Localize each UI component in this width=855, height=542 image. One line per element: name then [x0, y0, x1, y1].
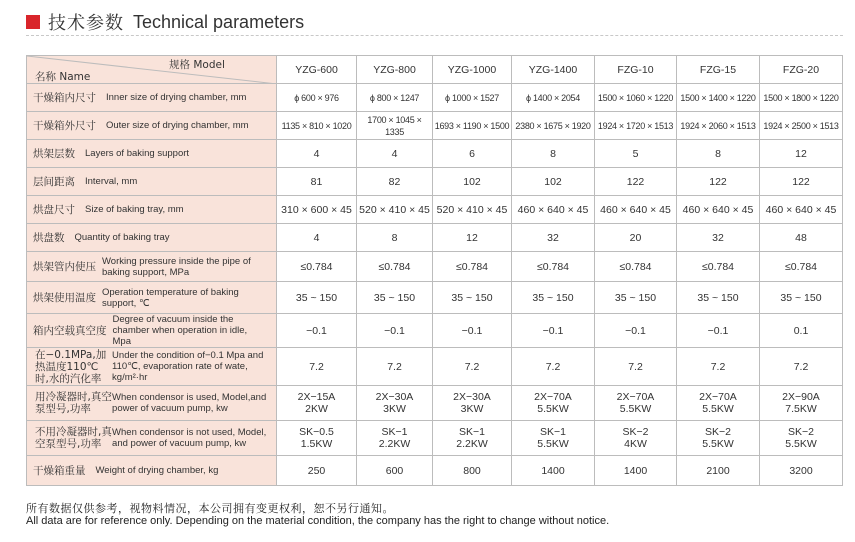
corner-header-cell: [27, 56, 277, 84]
row-label: [27, 120, 276, 132]
cell-line: 2X−30A: [453, 391, 491, 403]
table-cell: 7.2: [677, 348, 760, 386]
table-cell: 1924 × 1720 × 1513: [595, 112, 677, 140]
table-cell: −0.1: [277, 314, 357, 348]
table-cell: 250: [277, 456, 357, 486]
cell-line: 3KW: [383, 403, 406, 415]
row-label: [27, 391, 276, 415]
row-label-chinese: 干燥箱重量: [33, 464, 86, 477]
row-label-english: When condensor is used, Model,and power of vacuum pump, kw: [112, 392, 267, 414]
table-row: [27, 348, 843, 386]
table-cell: ϕ 800 × 1247: [357, 84, 433, 112]
cell-line: 5.5KW: [702, 438, 734, 450]
table-cell: ≤0.784: [760, 252, 843, 282]
table-cell: ϕ 1000 × 1527: [433, 84, 512, 112]
table-cell: 1400: [512, 456, 595, 486]
table-row: [27, 252, 843, 282]
row-label-chinese: 干燥箱外尺寸: [33, 119, 96, 132]
table-cell: 7.2: [277, 348, 357, 386]
row-label-cell: [27, 196, 277, 224]
table-cell: ≤0.784: [677, 252, 760, 282]
table-cell: 32: [677, 224, 760, 252]
row-label-chinese: 用冷凝器时,真空泵型号,功率: [35, 391, 112, 415]
table-cell: 2100: [677, 456, 760, 486]
table-cell: [677, 386, 760, 421]
table-cell: 520 × 410 × 45: [433, 196, 512, 224]
table-cell: 460 × 640 × 45: [595, 196, 677, 224]
table-cell: 600: [357, 456, 433, 486]
table-cell: 122: [677, 168, 760, 196]
row-label: [27, 256, 276, 278]
row-label: [27, 92, 276, 104]
table-cell: 122: [595, 168, 677, 196]
table-cell: 20: [595, 224, 677, 252]
cell-line: 2.2KW: [456, 438, 488, 450]
row-label-cell: [27, 421, 277, 456]
table-cell: ≤0.784: [512, 252, 595, 282]
table-cell: 35 ~ 150: [677, 282, 760, 314]
table-cell: 460 × 640 × 45: [677, 196, 760, 224]
table-cell: 102: [512, 168, 595, 196]
table-cell: [433, 386, 512, 421]
table-row: [27, 196, 843, 224]
table-cell: 81: [277, 168, 357, 196]
cell-line: 2X−70A: [616, 391, 655, 403]
row-label: [27, 426, 276, 450]
table-cell: 1135 × 810 × 1020: [277, 112, 357, 140]
cell-line: 2X−30A: [375, 391, 414, 403]
table-row: [27, 421, 843, 456]
row-label: [27, 465, 276, 477]
cell-line: 5.5KW: [785, 438, 817, 450]
cell-line: SK−1: [540, 426, 566, 438]
table-cell: 460 × 640 × 45: [512, 196, 595, 224]
title-chinese: 技术参数: [48, 13, 124, 34]
table-cell: 7.2: [433, 348, 512, 386]
table-cell: 7.2: [595, 348, 677, 386]
row-label-cell: [27, 348, 277, 386]
row-label-cell: [27, 456, 277, 486]
table-cell: 32: [512, 224, 595, 252]
table-cell: 35 ~ 150: [512, 282, 595, 314]
table-row: [27, 456, 843, 486]
row-label-chinese: 烘盘尺寸: [33, 203, 75, 216]
table-cell: 8: [512, 140, 595, 168]
table-cell: [357, 421, 433, 456]
row-label-chinese: 烘盘数: [33, 231, 65, 244]
table-cell: [677, 421, 760, 456]
row-label-english: When condensor is not used, Model, and power of vacuum pump, kw: [112, 427, 267, 449]
table-cell: 35 ~ 150: [433, 282, 512, 314]
table-row: [27, 168, 843, 196]
row-label-english: Inner size of drying chamber, mm: [106, 92, 247, 103]
cell-line: 2KW: [305, 403, 328, 415]
cell-line: 7.5KW: [785, 403, 817, 415]
table-cell: ≤0.784: [277, 252, 357, 282]
table-cell: 12: [433, 224, 512, 252]
table-cell: 8: [357, 224, 433, 252]
table-cell: 82: [357, 168, 433, 196]
table-cell: 520 × 410 × 45: [357, 196, 433, 224]
table-cell: 48: [760, 224, 843, 252]
row-label-english: Interval, mm: [85, 176, 138, 187]
model-header: YZG-1000: [433, 56, 512, 84]
row-label-cell: [27, 252, 277, 282]
row-label-chinese: 烘架层数: [33, 147, 75, 160]
table-cell: 5: [595, 140, 677, 168]
row-label-chinese: 不用冷凝器时,真空泵型号,功率: [35, 426, 112, 450]
table-row: [27, 224, 843, 252]
table-cell: 35 ~ 150: [277, 282, 357, 314]
table-row: [27, 314, 843, 348]
row-label-chinese: 箱内空载真空度: [33, 324, 107, 337]
row-label-chinese: 在−0.1MPa,加热温度110℃时,水的汽化率: [35, 348, 107, 385]
model-header: FZG-20: [760, 56, 843, 84]
parameters-table: [26, 55, 843, 486]
table-cell: 800: [433, 456, 512, 486]
row-label-chinese: 层间距离: [33, 175, 75, 188]
cell-line: SK−0.5: [299, 426, 334, 438]
table-cell: ≤0.784: [433, 252, 512, 282]
cell-line: 2X−70A: [699, 391, 737, 403]
row-label-english: Operation temperature of baking support, ℃: [102, 286, 239, 309]
row-label-english: Outer size of drying chamber, mm: [106, 120, 249, 131]
row-label: [27, 204, 276, 216]
table-cell: 8: [677, 140, 760, 168]
model-header: FZG-10: [595, 56, 677, 84]
model-header: FZG-15: [677, 56, 760, 84]
table-cell: 0.1: [760, 314, 843, 348]
table-cell: 35 ~ 150: [357, 282, 433, 314]
cell-line: 5.5KW: [702, 403, 734, 415]
table-cell: 102: [433, 168, 512, 196]
table-cell: −0.1: [433, 314, 512, 348]
red-square-icon: [26, 15, 40, 29]
cell-line: 4KW: [624, 438, 647, 450]
disclaimer-chinese: 所有数据仅供参考，视物料情况，本公司拥有变更权利，恕不另行通知。: [26, 502, 394, 515]
table-cell: [512, 421, 595, 456]
table-cell: 35 ~ 150: [595, 282, 677, 314]
row-label-cell: [27, 140, 277, 168]
table-cell: 310 × 600 × 45: [277, 196, 357, 224]
table-cell: 1500 × 1800 × 1220: [760, 84, 843, 112]
table-cell: 122: [760, 168, 843, 196]
cell-line: SK−1: [381, 426, 408, 438]
corner-model-label: 规格 Model: [169, 59, 225, 71]
table-cell: 7.2: [512, 348, 595, 386]
row-label-cell: [27, 84, 277, 112]
cell-line: 5.5KW: [537, 403, 569, 415]
table-row: [27, 84, 843, 112]
row-label: [27, 349, 276, 385]
table-cell: [277, 421, 357, 456]
cell-line: 2X−70A: [534, 391, 572, 403]
table-cell: 2380 × 1675 × 1920: [512, 112, 595, 140]
cell-line: SK−1: [459, 426, 485, 438]
table-cell: ≤0.784: [357, 252, 433, 282]
row-label-chinese: 烘架管内使压: [33, 260, 96, 273]
row-label: [27, 287, 276, 309]
cell-line: SK−2: [788, 426, 814, 438]
table-cell: 4: [357, 140, 433, 168]
table-cell: 1400: [595, 456, 677, 486]
table-cell: [595, 421, 677, 456]
row-label-cell: [27, 112, 277, 140]
row-label-cell: [27, 314, 277, 348]
row-label: [27, 314, 276, 347]
table-cell: ≤0.784: [595, 252, 677, 282]
cell-line: 1.5KW: [300, 438, 333, 450]
row-label-english: Quantity of baking tray: [74, 232, 170, 243]
cell-line: 5.5KW: [619, 403, 652, 415]
row-label-english: Weight of drying chamber, kg: [95, 465, 219, 476]
table-cell: 7.2: [760, 348, 843, 386]
row-label: [27, 232, 276, 244]
cell-line: 2X−90A: [782, 391, 820, 403]
row-label-cell: [27, 282, 277, 314]
table-cell: [760, 421, 843, 456]
table-cell: [595, 386, 677, 421]
table-cell: 4: [277, 224, 357, 252]
row-label-chinese: 烘架使用温度: [33, 291, 96, 304]
title-english: Technical parameters: [133, 11, 305, 32]
cell-line: 3KW: [460, 403, 484, 415]
table-cell: −0.1: [357, 314, 433, 348]
header-divider: [26, 35, 843, 36]
row-label-cell: [27, 168, 277, 196]
row-label-english: Degree of vacuum inside the chamber when operation in idle, Mpa: [112, 314, 248, 347]
table-cell: 1700 × 1045 × 1335: [357, 112, 433, 140]
table-header-row: [27, 56, 843, 84]
table-cell: 4: [277, 140, 357, 168]
table-row: [27, 282, 843, 314]
table-cell: 35 ~ 150: [760, 282, 843, 314]
table-cell: [277, 386, 357, 421]
row-label-english: Size of baking tray, mm: [85, 204, 184, 215]
table-row: [27, 112, 843, 140]
table-cell: 1924 × 2500 × 1513: [760, 112, 843, 140]
table-cell: 1924 × 2060 × 1513: [677, 112, 760, 140]
table-cell: 6: [433, 140, 512, 168]
row-label-english: Under the condition of−0.1 Mpa and 110℃, evaporation rate of wate, kg/m²·hr: [112, 350, 264, 383]
section-header: [26, 9, 304, 35]
table-cell: 1500 × 1060 × 1220: [595, 84, 677, 112]
table-cell: 1500 × 1400 × 1220: [677, 84, 760, 112]
table-cell: [433, 421, 512, 456]
table-cell: 7.2: [357, 348, 433, 386]
table-cell: [512, 386, 595, 421]
row-label-english: Working pressure inside the pipe of baking support, MPa: [102, 255, 251, 278]
table-cell: ϕ 600 × 976: [277, 84, 357, 112]
row-label-english: Layers of baking support: [85, 148, 190, 159]
table-cell: 460 × 640 × 45: [760, 196, 843, 224]
row-label: [27, 148, 276, 160]
table-cell: −0.1: [595, 314, 677, 348]
cell-line: 2X−15A: [297, 391, 336, 403]
cell-line: SK−2: [705, 426, 731, 438]
row-label-chinese: 干燥箱内尺寸: [33, 91, 96, 104]
table-row: [27, 140, 843, 168]
model-header: YZG-1400: [512, 56, 595, 84]
row-label-cell: [27, 386, 277, 421]
table-cell: 1693 × 1190 × 1500: [433, 112, 512, 140]
table-cell: [760, 386, 843, 421]
row-label-cell: [27, 224, 277, 252]
table-row: [27, 386, 843, 421]
disclaimer-english: All data are for reference only. Depending on the material condition, the company has the right to change without notice.: [26, 515, 610, 527]
table-cell: [357, 386, 433, 421]
table-cell: ϕ 1400 × 2054: [512, 84, 595, 112]
table-cell: 3200: [760, 456, 843, 486]
cell-line: 2.2KW: [378, 438, 411, 450]
table-cell: 12: [760, 140, 843, 168]
table-cell: −0.1: [677, 314, 760, 348]
corner-name-label: 名称 Name: [35, 71, 91, 83]
cell-line: 5.5KW: [537, 438, 569, 450]
cell-line: SK−2: [622, 426, 649, 438]
row-label: [27, 176, 276, 188]
table-cell: −0.1: [512, 314, 595, 348]
model-header: YZG-800: [357, 56, 433, 84]
model-header: YZG-600: [277, 56, 357, 84]
